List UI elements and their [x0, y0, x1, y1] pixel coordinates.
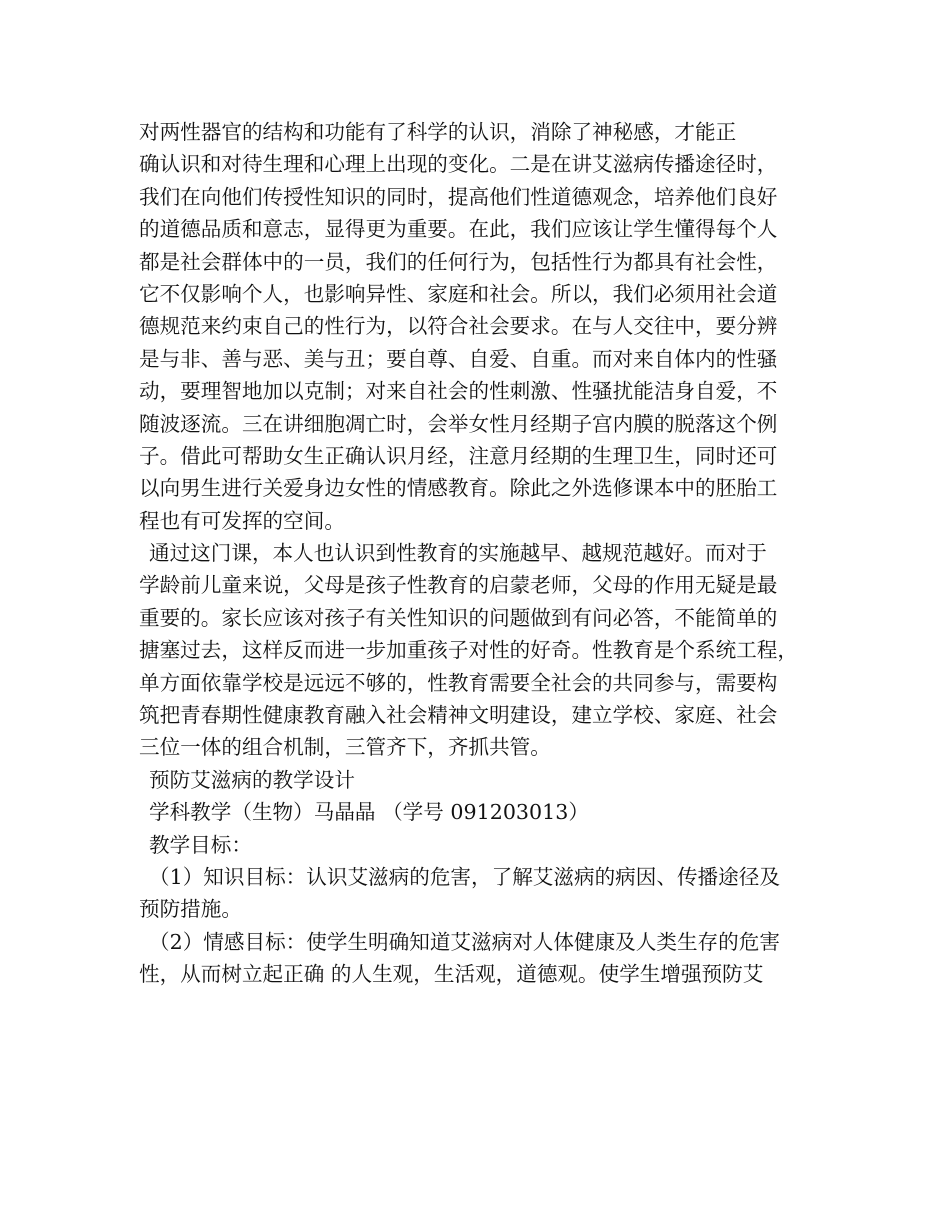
document-page — [139, 116, 829, 991]
text-line: 它不仅影响个人，也影响异性、家庭和社会。所以，我们必须用社会道 — [139, 281, 778, 306]
text-line: 搪塞过去，这样反而进一步加重孩子对性的好奇。性教育是个系统工程， — [139, 638, 798, 663]
text-line: 单方面依靠学校是远远不够的，性教育需要全社会的共同参与，需要构 — [139, 670, 778, 695]
text-line: 重要的。家长应该对孩子有关性知识的问题做到有问必答，不能简单的 — [139, 605, 778, 630]
text-line: 随波逐流。三在讲细胞凋亡时，会举女性月经期子宫内膜的脱落这个例 — [139, 411, 778, 436]
text-line: （1）知识目标：认识艾滋病的危害，了解艾滋病的病因、传播途径及 — [149, 864, 780, 889]
text-line: 确认识和对待生理和心理上出现的变化。二是在讲艾滋病传播途径时， — [139, 152, 778, 177]
text-line: 都是社会群体中的一员，我们的任何行为，包括性行为都具有社会性， — [139, 249, 778, 274]
text-line: 筑把青春期性健康教育融入社会精神文明建设，建立学校、家庭、社会 — [139, 703, 778, 728]
text-line: 对两性器官的结构和功能有了科学的认识，消除了神秘感，才能正 — [139, 120, 737, 144]
text-line: 程也有可发挥的空间。 — [139, 508, 345, 533]
text-line: 子。借此可帮助女生正确认识月经，注意月经期的生理卫生，同时还可 — [139, 443, 778, 468]
subheading: 教学目标： — [149, 832, 252, 857]
text-line: 德规范来约束自己的性行为，以符合社会要求。在与人交往中，要分辨 — [139, 314, 778, 339]
text-line: （2）情感目标：使学生明确知道艾滋病对人体健康及人类生存的危害 — [149, 929, 780, 954]
text-line: 性，从而树立起正确 的人生观，生活观，道德观。使学生增强预防艾 — [139, 962, 764, 987]
section-title: 预防艾滋病的教学设计 — [149, 767, 355, 792]
text-line: 通过这门课，本人也认识到性教育的实施越早、越规范越好。而对于 — [149, 541, 767, 566]
text-line: 动，要理智地加以克制；对来自社会的性刺激、性骚扰能洁身自爱，不 — [139, 379, 778, 404]
text-line: 以向男生进行关爱身边女性的情感教育。除此之外选修课本中的胚胎工 — [139, 476, 778, 501]
text-line: 是与非、善与恶、美与丑；要自尊、自爱、自重。而对来自体内的性骚 — [139, 346, 778, 371]
text-line: 我们在向他们传授性知识的同时，提高他们性道德观念，培养他们良好 — [139, 184, 778, 209]
text-line: 的道德品质和意志，显得更为重要。在此，我们应该让学生懂得每个人 — [139, 217, 778, 242]
text-line: 预防措施。 — [139, 897, 242, 922]
text-line: 三位一体的组合机制，三管齐下，齐抓共管。 — [139, 735, 551, 760]
text-line: 学龄前儿童来说，父母是孩子性教育的启蒙老师，父母的作用无疑是最 — [139, 573, 778, 598]
author-line: 学科教学（生物）马晶晶 （学号 091203013） — [149, 800, 589, 825]
